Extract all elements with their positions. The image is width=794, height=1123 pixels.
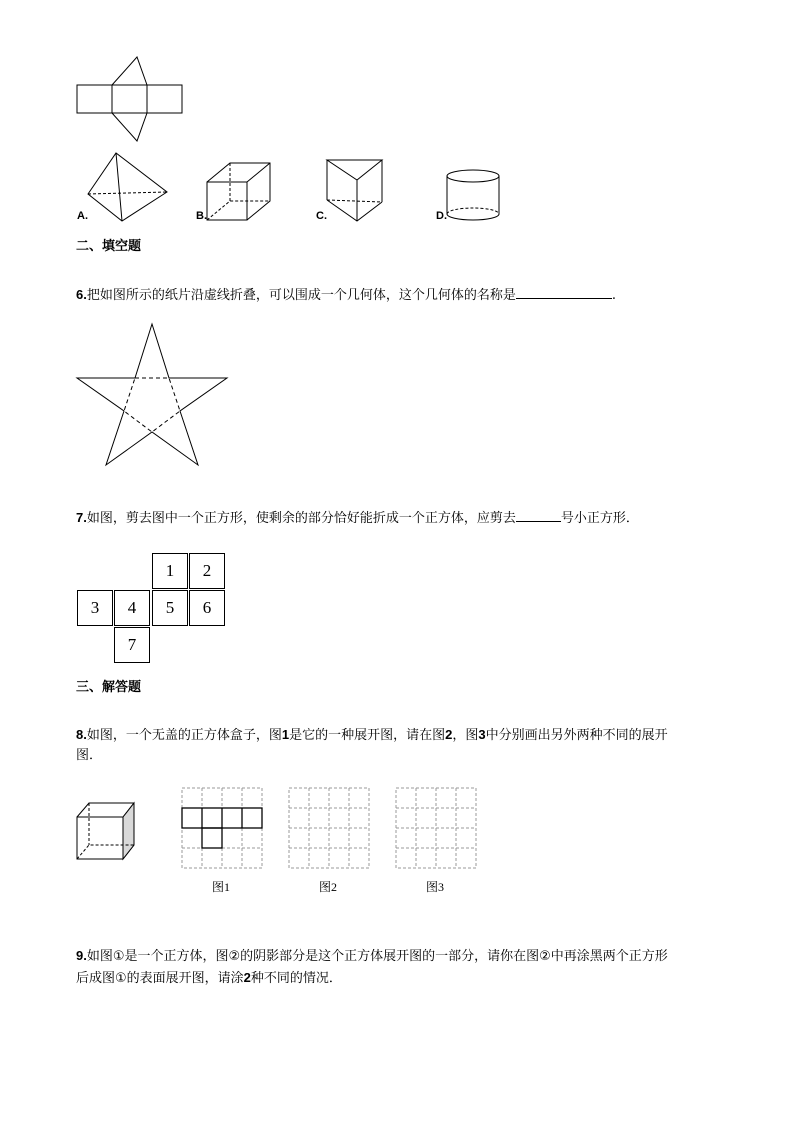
grid-cell-6[interactable]: 6 bbox=[189, 590, 225, 626]
question-9-number: 9. bbox=[76, 948, 87, 963]
question-6-text: 6.把如图所示的纸片沿虚线折叠，可以围成一个几何体，这个几何体的名称是 . bbox=[76, 284, 616, 305]
option-b-label: B. bbox=[196, 210, 207, 222]
figure-2-caption: 图2 bbox=[319, 880, 338, 894]
grid-cell-1[interactable]: 1 bbox=[152, 553, 188, 589]
option-a-label: A. bbox=[77, 210, 88, 222]
question-6-number: 6. bbox=[76, 287, 87, 302]
question-8-text-line2: 图． bbox=[76, 748, 103, 763]
figure-3-caption: 图3 bbox=[426, 880, 445, 894]
grid-cell-2[interactable]: 2 bbox=[189, 553, 225, 589]
grid-cell-5[interactable]: 5 bbox=[152, 590, 188, 626]
question-7-text: 7.如图，剪去图中一个正方形，使剩余的部分恰好能折成一个正方体，应剪去 号小正方形． bbox=[76, 507, 639, 528]
question-9-text-line1: 9.如图①是一个正方体，图②的阴影部分是这个正方体展开图的一部分，请你在图②中再涂黑两个正方形 bbox=[76, 948, 668, 964]
question-7-number: 7. bbox=[76, 510, 87, 525]
question-8-text-line1: 8.如图，一个无盖的正方体盒子，图1是它的一种展开图，请在图2，图3中分别画出另外两种不同的展开 bbox=[76, 727, 668, 743]
question-9-text-line2: 后成图①的表面展开图，请涂2种不同的情况． bbox=[76, 970, 342, 986]
option-c-label: C. bbox=[316, 210, 327, 222]
section-2-heading: 二、填空题 bbox=[76, 239, 142, 254]
section-3-heading: 三、解答题 bbox=[76, 680, 142, 695]
question-8-number: 8. bbox=[76, 727, 87, 742]
grid-cell-7[interactable]: 7 bbox=[114, 627, 150, 663]
grid-cell-3[interactable]: 3 bbox=[77, 590, 113, 626]
figure-1-caption: 图1 bbox=[212, 880, 231, 894]
option-d-label: D. bbox=[436, 210, 447, 222]
grid-cell-4[interactable]: 4 bbox=[114, 590, 150, 626]
